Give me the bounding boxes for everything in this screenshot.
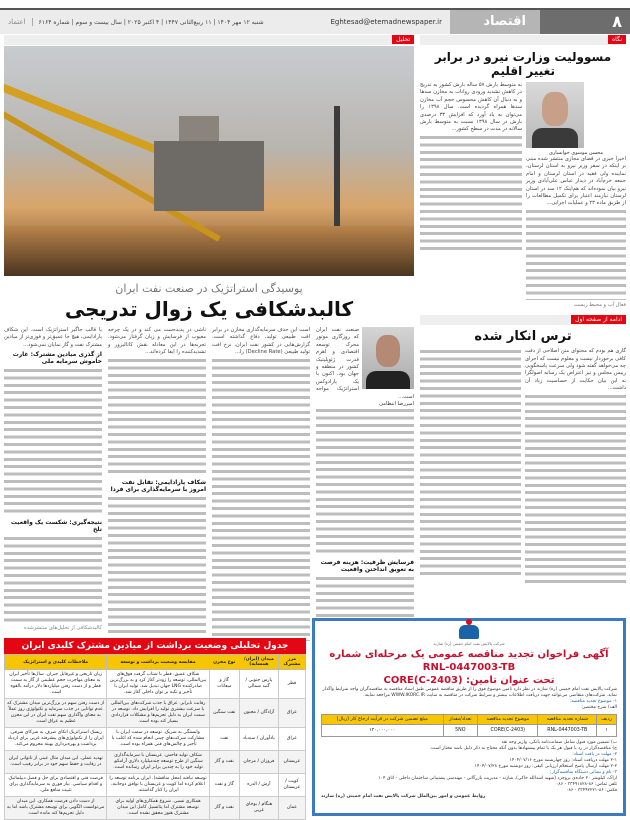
ad-th-qty: تعداد/مقدار	[443, 715, 478, 725]
ad-th-guarantee: مبلغ تضمین شرکت در فرآیند ارجاع کار (ریال)	[322, 715, 444, 725]
ad-cell: CORE(C-2403)	[478, 725, 538, 737]
continued-bar	[420, 315, 626, 325]
table-cell: گاز و نفت	[209, 774, 239, 797]
ad-table	[321, 714, 617, 737]
th-comparison: مقایسه وضعیت برداشت و توسعه	[107, 655, 209, 670]
right-body-cont	[420, 134, 522, 254]
ad-cell: 5NO	[443, 725, 478, 737]
issue-info	[8, 18, 264, 26]
article-col-1-cont	[316, 407, 414, 557]
ad-cell: RNL-0447003-TB	[538, 725, 597, 737]
second-body-cont	[525, 393, 626, 583]
ad-title-1: آگهی فراخوان تجدید مناقصه عمومی یک مرحله‌ای شماره RNL-0447003-TB	[329, 649, 609, 673]
table-cell: نفت و گاز	[209, 751, 239, 774]
ad-note: ب) تضمین مورد قبول شامل ضمانت‌نامه بانکی، واریز وجه نقد	[501, 740, 617, 745]
ad-note: فکس: ۸۶-۳۳۴۹۲۲۲۱ - ۰۸۶	[566, 788, 617, 793]
header-meta	[0, 10, 450, 34]
ad-signature: روابط عمومی و امور بین‌الملل شرکت پالایش نفت امام خمینی (ره) شازند	[321, 794, 486, 799]
article-col-3: ناشی در پدیده‌ست می کند و در یک چرخه معیوب از فرسایش و زیان گرفتار می‌شود. تجربه‌ها در این معادله نقش کاتالیزور و تشدیدکننده را ایفا کرده‌اند...	[108, 327, 206, 356]
tag-row-main	[4, 35, 414, 45]
table-cell: کویت / عربستان	[278, 774, 305, 797]
newspaper-logo: اعتماد	[8, 18, 33, 26]
article-headline: کالبدشکافی یک زوال تدریجی	[64, 297, 354, 321]
ad-cell: ۱	[597, 725, 617, 737]
table-cell: رقابت نابرابر. عراق با جذب شرکت‌های بین‌المللی با سرعت بیشتری تولید را افزایش داد. توسعه در سمت ایران به دلیل تحریم‌ها و مشکلات قراردادی بسیار کند بوده است.	[107, 699, 209, 728]
footer-note: کالبدشکافی از تحلیل‌های منتشرشده	[24, 625, 102, 632]
oil-platform-photo	[4, 46, 414, 276]
table-row	[5, 751, 306, 774]
table-cell: نفت و گاز	[209, 797, 239, 820]
page-header	[0, 8, 630, 34]
ad-th-subject: موضوع تجدید مناقصه	[478, 715, 538, 725]
second-body: گاری هم بودم که محتوای متن اصلاحی از دقت کافی برخوردار نیست و معلوم نیست که اجرای چه می‌خواهد گفته شود ولی سرعت پاسخگویی رییس مجلس و نیز اعتراض یک رسانه اصولگرا به این بیان حکایت از حساسیت زیاد آن داشت...	[525, 348, 626, 392]
table-cell: یادآوران / سندباد	[239, 728, 278, 751]
table-cell: عراق	[278, 699, 305, 728]
article-col-3-cont2	[108, 495, 206, 635]
subhead-2: شکاف پارادایمی: تقابل نفت امروز با سرمایه‌گذاری برای فردا	[110, 478, 206, 493]
tender-advertisement	[312, 618, 626, 816]
subhead-3: از گذری میادین مشترک: غارت خاموش سرمایه ملی	[12, 351, 102, 366]
article-col-3-cont	[108, 357, 206, 477]
ad-note: ۲-۱ مهلت دریافت اسناد: روز چهارشنبه مورخ ۱۴۰۴/۰۷/۱۶	[509, 758, 617, 763]
tag-row-right	[420, 35, 626, 45]
ad-table-row	[322, 725, 617, 737]
author-portrait	[526, 82, 584, 148]
ad-note: ج) مناقصه‌گزار در رد یا قبول هر یک یا تمام پیشنهادها بدون آنکه محتاج به ذکر دلیل باشد مختار است.	[429, 746, 617, 751]
th-type: نوع مخزن	[209, 655, 239, 670]
table-cell: فرصت فنی و اقتصادی برای حل و فصل دیپلماتیک و اقدام سیاسی. نیاز فوری به سرمایه‌گذاری برای تثبیت منافع ملی.	[5, 774, 107, 797]
article-col-1: صنعت نفت ایران که روزگاری موتور محرک توسعه اقتصادی و اهرم قدرت ژئوپلیتیک کشور در منطقه و جهان بود، اکنون با یک پارادوکس استراتژیک مواجه است...	[316, 327, 414, 400]
subhead-1: فرسایش ظرفیت: هزینه فرصت به تعویق انداختن واقعیت	[320, 559, 414, 574]
article-col-2: است این حذف سرمایه‌گذاری مخازن در برابر افت طبیعی تولید، دفاع گذاشته است. گزارش‌هایی در کشور نفت ایران، نرخ افت تولید طبیعی (Decline Rate) را...	[212, 327, 310, 356]
company-logo-icon	[459, 625, 479, 639]
th-notes: ملاحظات کلیدی و استراتژیک	[5, 655, 107, 670]
article-col-4: یا قالب جاگیر استراتژیک است. این شکاف پارادایمی، هیچ جا عمیق‌تر و فوری‌تر از میادین مشترک نفت و گاز نمایان نمی‌شود...	[4, 327, 102, 348]
table-cell: شکاف عمیق. قطر با شتاب گرفت فوق‌های بین‌المللی، توسعه را زودتر آغاز کرد و به بزرگ‌ترین صادرکننده LNG جهان تبدیل شد. تولید ایران با تأخیر و تکیه بر توان داخلی آغاز شد.	[107, 670, 209, 699]
intro-text-cont	[526, 208, 626, 300]
second-body-col2	[420, 348, 521, 576]
table-cell: وابستگی به شریک. توسعه در سمت ایران با مشارکت شرکت‌های چینی انجام شده که اغلب با تأخیر و چالش‌های فنی همراه بوده است.	[107, 728, 209, 751]
author-caption: محسن موسوی خوانساری	[548, 150, 604, 156]
ad-cell: ۱۲۰,۰۰۰,۰۰۰	[322, 725, 444, 737]
shared-fields-table	[4, 638, 306, 820]
main-article	[4, 46, 414, 695]
table-header-row	[5, 655, 306, 670]
table-row	[5, 728, 306, 751]
tag-continued: ادامه از صفحه اول	[571, 315, 626, 324]
tag-negah: نگاه	[608, 35, 626, 44]
tag-analysis: تحلیل	[392, 35, 414, 44]
ad-section-1: ۱- موضوع تجدید مناقصه:	[569, 699, 617, 704]
table-cell: قطر	[278, 670, 305, 699]
table-cell: گاز و میعانات	[209, 670, 239, 699]
ad-notes	[321, 740, 617, 794]
ad-note: ۲-۲ مهلت ارسال پاسخ استعلام ارزیابی کیفی: روز دوشنبه مورخ ۱۴۰۴/۰۷/۲۸	[474, 764, 617, 769]
ad-th-number: شماره تجدید مناقصه	[538, 715, 597, 725]
ad-title-2: تحت عنوان تامین: CORE(C-2403)	[383, 675, 555, 686]
issue-date: شنبه ۱۲ مهر ۱۴۰۴ | ۱۱ ربیع‌الثانی ۱۴۴۷ | ۴ اکتبر ۲۰۲۵ | سال بیست و سوم | شماره ۶۱۶۴	[38, 18, 264, 26]
article-col-4-cont	[4, 367, 102, 517]
table-cell: شکاف تولید فاحش. عربستان با سرمایه‌گذاری سنگین از طرح توسعه چندمیلیارد دلاری آرامکو، تولید خود را به چندین برابر ایران رسانده است.	[107, 751, 209, 774]
table-cell: عربستان	[278, 751, 305, 774]
article-subtitle: پوسیدگی استراتژیک در صنعت نفت ایران	[115, 282, 303, 295]
ad-note: اراک، کیلومتر ۲۰ جاده‌ی بروجرد (شهید اسدالله خاکی)، شازند - مدیریت بازرگانی - مهندسی پشتیبانی ساختمان داخلی - اتاق ۱۰۴	[378, 776, 617, 781]
table-cell: پارس جنوبی / گنبد شمالی	[239, 670, 278, 699]
article-source: فعال آب و محیط زیست	[573, 301, 626, 308]
main-author-caption: امیررضا انتظامی	[379, 401, 414, 408]
th-field: میدان (ایران/همسایه)	[239, 655, 278, 670]
table-cell: همکاری نسبی. شروع همکاری‌های اولیه برای توسعه مشترک اما پتانسیل کامل این میدان مشترک هنوز محقق نشده است.	[107, 797, 209, 820]
table-cell: هنگام / بوخای غربی	[239, 797, 278, 820]
author-photo	[362, 327, 414, 389]
ad-org: شرکت پالایش نفت امام خمینی (ره) شازند	[433, 641, 505, 646]
intro-text: اخیرا خبری در فضای مجازی منتشر شده مبنی بر اینکه در سفر وزیر نیرو به استان لرستان، نماینده ولی فقیه در استان لرستان و امام جمعه خرم‌آباد در دیدار عباس علی‌آبادی وزیر نیرو بیان نموده‌اند که هم‌اینک ۱۲ سد در استان لرستان نیازمند اعتبار برای تکمیل مطالعات را از طریق ماده ۲۳ و عملیات اجرایی...	[526, 156, 627, 207]
table-title: جدول تحلیلی وضعیت برداشت از میادین مشترک کلیدی ایران	[4, 638, 306, 654]
ad-note: تلفن تماس: ۸۶-۳۳۴۹۱۸۲۸ - ۰۸۶	[555, 782, 617, 787]
table-cell: توسعه نیافته (محل مناقشه). ایران برنامه توسعه را اعلام کرده اما کویت و عربستان با توافق دوجانبه، ایران را کنار گذاشتند.	[107, 774, 209, 797]
table-cell: از دست رفتن سهم در بزرگ‌ترین میدان مشترک که عدم توانایی در جذب سرمایه و تکنولوژی روز عملاً به معنای واگذاری سهم نفت ایران در این مخزن عظیم به عراق است.	[5, 699, 107, 728]
subhead-4: نتیجه‌گیری: شکست یک واقعیت تلخ	[10, 519, 102, 534]
right-body: به متوسط بارش ۵۷ ساله بارش کشور به تدریج در کاهش تشدید ورودی رواناب به مخازن سدها و به دنبال آن کاهش محسوس حجم آب مخازن سدها همراه گردیده است. سال ۱۳۹۸ را می‌توان به یاد آورد که افزایش ۳۳ درصدی بارش در سال ۱۳۹۸ نسبت به متوسط بارش سالانه در مدت در سطح کشور...	[420, 82, 522, 133]
table-cell: زیان تاریخی و غیرقابل جبران. سال‌ها تأخیر ایران به معنای مهاجرت حجم عظیمی از گاز به سمت قطر و از دست رفتن میلیاردها دلار درآمد بالقوه است.	[5, 670, 107, 699]
table-cell: فروزان / مرجان	[239, 751, 278, 774]
table-cell: ریسک استراتژیک اتکای صرف به شرکای شرقی. ایران را از تکنولوژی‌های پیشرفته غربی برای ازدیاد برداشت و بهره‌برداری بهینه محروم می‌کند.	[5, 728, 107, 751]
table-cell: نفت	[209, 728, 239, 751]
table-cell: آزادگان / مجنون	[239, 699, 278, 728]
table-cell: تهدید عملی. این میدان مثال عینی از ناتوانی ایران در رقابت و حفظ سهم خود در برابر رقیب است.	[5, 751, 107, 774]
article-col-2-cont	[212, 357, 310, 641]
ad-intro: شرکت پالایش نفت امام خمینی (ره) شازند در نظر دارد تامین موضوع فوق را از طریق مناقصه عمومی طبق اسناد مناقصه به مناقصه‌گران واجد شرایط واگذار نماید. شرکت‌های متقاضی می‌توانند جهت دریافت اطلاعات بیشتر و شرایط شرکت در مناقصه به سایت WWW.IKORC.IR مراجعه نمایند.	[322, 687, 617, 698]
ad-note: ۳- نام و نشانی دستگاه مناقصه‌گزار:	[550, 770, 617, 775]
table-cell: آرش / الدره	[239, 774, 278, 797]
table-row	[5, 797, 306, 820]
table-row	[5, 774, 306, 797]
table-cell: عراق	[278, 728, 305, 751]
ad-note: ۲- مهلت در یافت اسناد:	[572, 752, 617, 757]
email-link[interactable]: Eghtesad@etemadnewspaper.ir	[330, 18, 442, 26]
second-headline: ترس انکار شده	[474, 329, 572, 345]
th-border: مرز مشترک	[278, 655, 305, 670]
ad-th-row: ردیف	[597, 715, 617, 725]
page-number: ۸	[540, 10, 630, 34]
table-cell: از دست دادن فرصت همکاری. این میدان می‌توانست الگویی برای توسعه مشترک باشد اما به دلیل تحریم‌ها کند مانده است.	[5, 797, 107, 820]
right-headline: مسوولیت وزارت نیرو در برابر تغییر اقلیم	[434, 50, 612, 78]
table-row	[5, 699, 306, 728]
table-cell: عمان	[278, 797, 305, 820]
section-title: اقتصاد	[450, 10, 540, 34]
article-col-4-cont2	[4, 535, 102, 625]
table-row	[5, 670, 306, 699]
right-column	[420, 46, 626, 583]
table-cell: نفت سنگین	[209, 699, 239, 728]
ad-section-1a: الف) شرح مختصر:	[581, 705, 617, 710]
